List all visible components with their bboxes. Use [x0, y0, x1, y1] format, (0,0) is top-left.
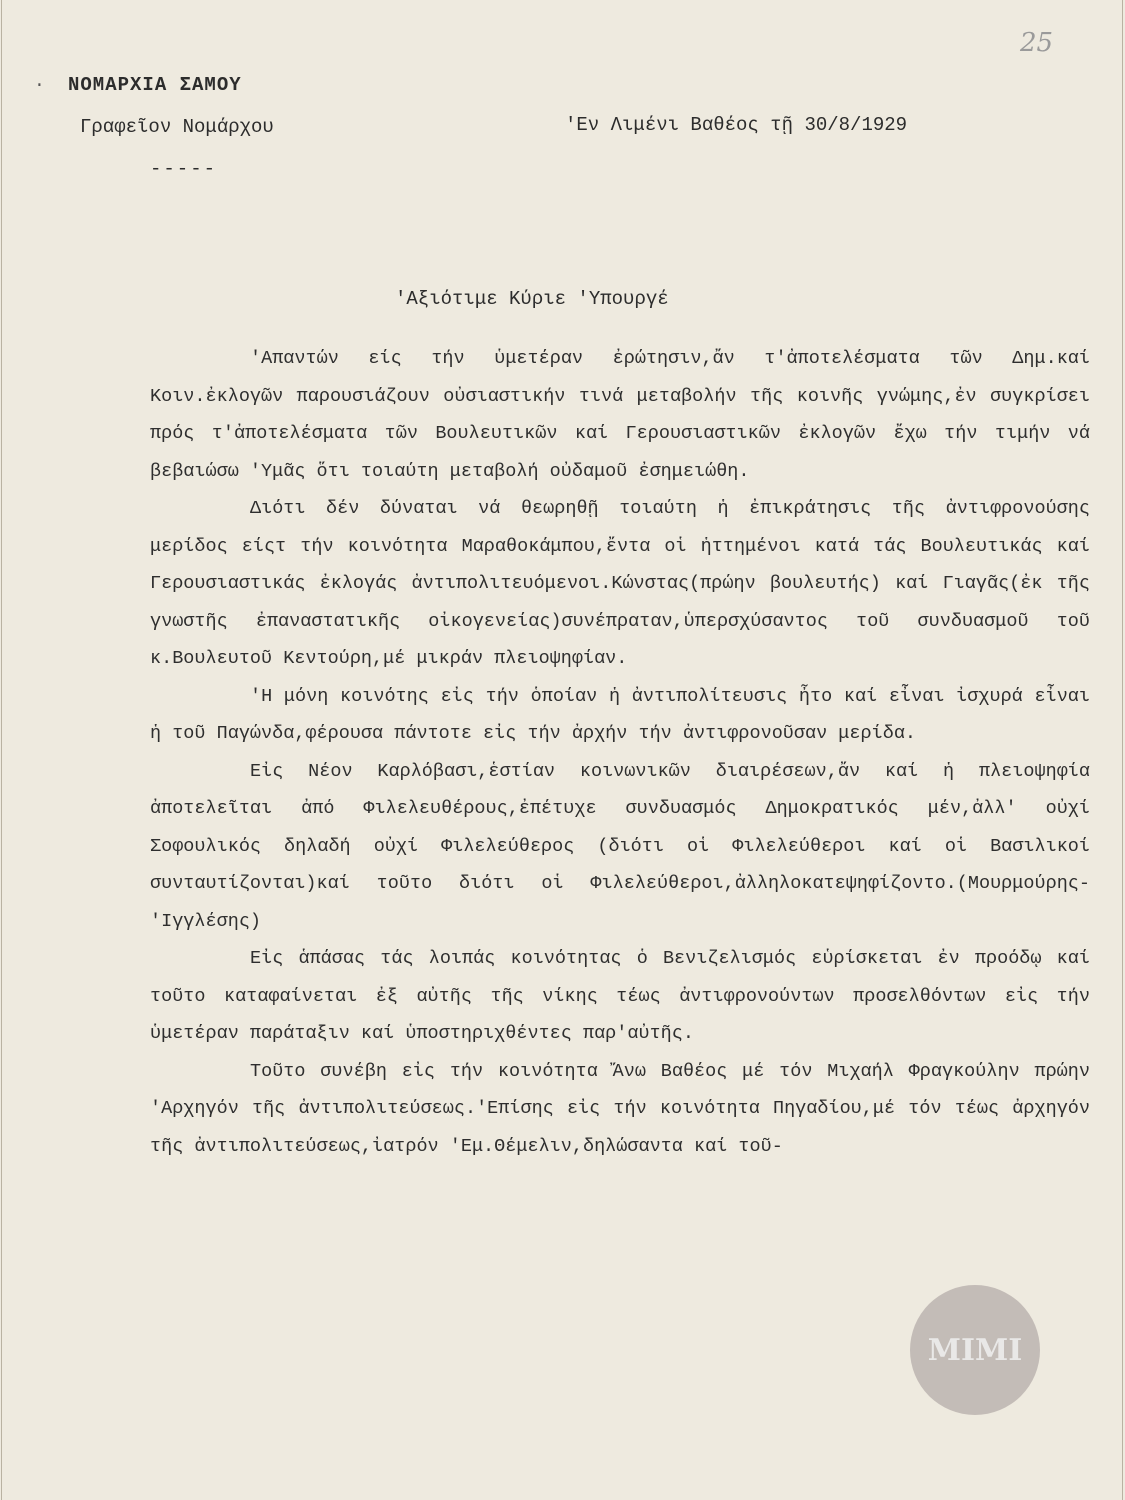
issuing-authority: ΝΟΜΑΡΧΙΑ ΣΑΜΟΥ: [68, 74, 242, 96]
issuing-office: Γραφεῖον Νομάρχου: [80, 116, 274, 138]
paragraph-4: Εἰς Νέον Καρλόβασι,ἑστίαν κοινωνικῶν διαιρέσεων,ἄν καί ἡ πλειοψηφία ἀποτελεῖται ἀπό Φιλελευθέρους,ἐπέτυχε συνδυασμός Δημοκρατικός μέν,ἀλλ' οὐχί Σοφουλικός δηλαδή οὐχί Φιλελεύθερος (διότι οἱ Φιλελεύθεροι καί οἱ Βασιλικοί συνταυτίζονται)καί τοῦτο διότι οἱ Φιλελεύθεροι,ἀλληλοκατεψηφίζοντο.(Μουρμούρης-'Ιγγλέσης): [150, 760, 1090, 932]
margin-dot: ·: [34, 76, 45, 96]
header-separator: -----: [150, 158, 218, 180]
place-date-line: 'Εν Λιμένι Βαθέος τῇ 30/8/1929: [565, 114, 908, 136]
paragraph-6: Τοῦτο συνέβη εἰς τήν κοινότητα Ἄνω Βαθέος μέ τόν Μιχαήλ Φραγκούλην πρώην 'Αρχηγόν τῆς ἀντιπολιτεύσεως.'Επίσης εἰς τήν κοινότητα Πηγαδίου,μέ τόν τέως ἀρχηγόν τῆς ἀντιπολιτεύσεως,ἰατρόν 'Εμ.Θέμελιν,δηλώσαντα καί τοῦ-: [150, 1060, 1090, 1157]
paragraph-1: 'Απαντών είς τήν ὑμετέραν ἐρώτησιν,ἄν τ'ἀποτελέσματα τῶν Δημ.καί Κοιν.ἐκλογῶν παρουσιάζουν οὐσιαστικήν τινά μεταβολήν τῆς κοινῆς γνώμης,ἐν συγκρίσει πρός τ'ἀποτελέσματα τῶν Βουλευτικῶν καί Γερουσιαστικῶν ἐκλογῶν ἔχω τήν τιμήν νά βεβαιώσω 'Υμᾶς ὅτι τοιαύτη μεταβολή οὐδαμοῦ ἐσημειώθη.: [150, 348, 1090, 482]
scan-border-left: [1, 0, 2, 1500]
salutation: 'Αξιότιμε Κύριε 'Υπουργέ: [395, 288, 669, 310]
folio-number: 25: [1020, 28, 1054, 58]
paragraph-5: Εἰς ἁπάσας τάς λοιπάς κοινότητας ὁ Βενιζελισμός εὑρίσκεται ἐν προόδῳ καί τοῦτο καταφαίνεται ἐξ αὐτῆς τῆς νίκης τέως ἀντιφρονούντων προσελθόντων εἰς τήν ὑμετέραν παράταξιν καί ὑποστηριχθέντες παρ'αὐτῆς.: [150, 948, 1090, 1044]
paragraph-3: 'Η μόνη κοινότης εἰς τήν ὁποίαν ἡ ἀντιπολίτευσις ἦτο καί εἶναι ἰσχυρά εἶναι ἡ τοῦ Παγώνδα,φέρουσα πάντοτε εἰς τήν ἀρχήν τήν ἀντιφρονοῦσαν μερίδα.: [150, 685, 1090, 744]
archive-watermark-stamp: ΜΙΜΙ: [910, 1285, 1040, 1415]
paragraph-2: Διότι δέν δύναται νά θεωρηθῇ τοιαύτη ἡ ἐπικράτησις τῆς ἀντιφρονούσης μερίδος είςτ τήν κοινότητα Μαραθοκάμπου,ἔντα οἱ ἡττημένοι κατά τάς Βουλευτικάς καί Γερουσιαστικάς ἐκλογάς ἀντιπολιτευόμενοι.Κώνστας(πρώην βουλευτής) καί Γιαγᾶς(ἐκ τῆς γνωστῆς ἐπαναστατικῆς οἰκογενείας)συνέπραταν,ὑπερσχύσαντος τοῦ συνδυασμοῦ τοῦ κ.Βουλευτοῦ Κεντούρη,μέ μικράν πλειοψηφίαν.: [150, 498, 1090, 669]
scan-border-right: [1122, 0, 1123, 1500]
letter-body: [150, 340, 1090, 1165]
